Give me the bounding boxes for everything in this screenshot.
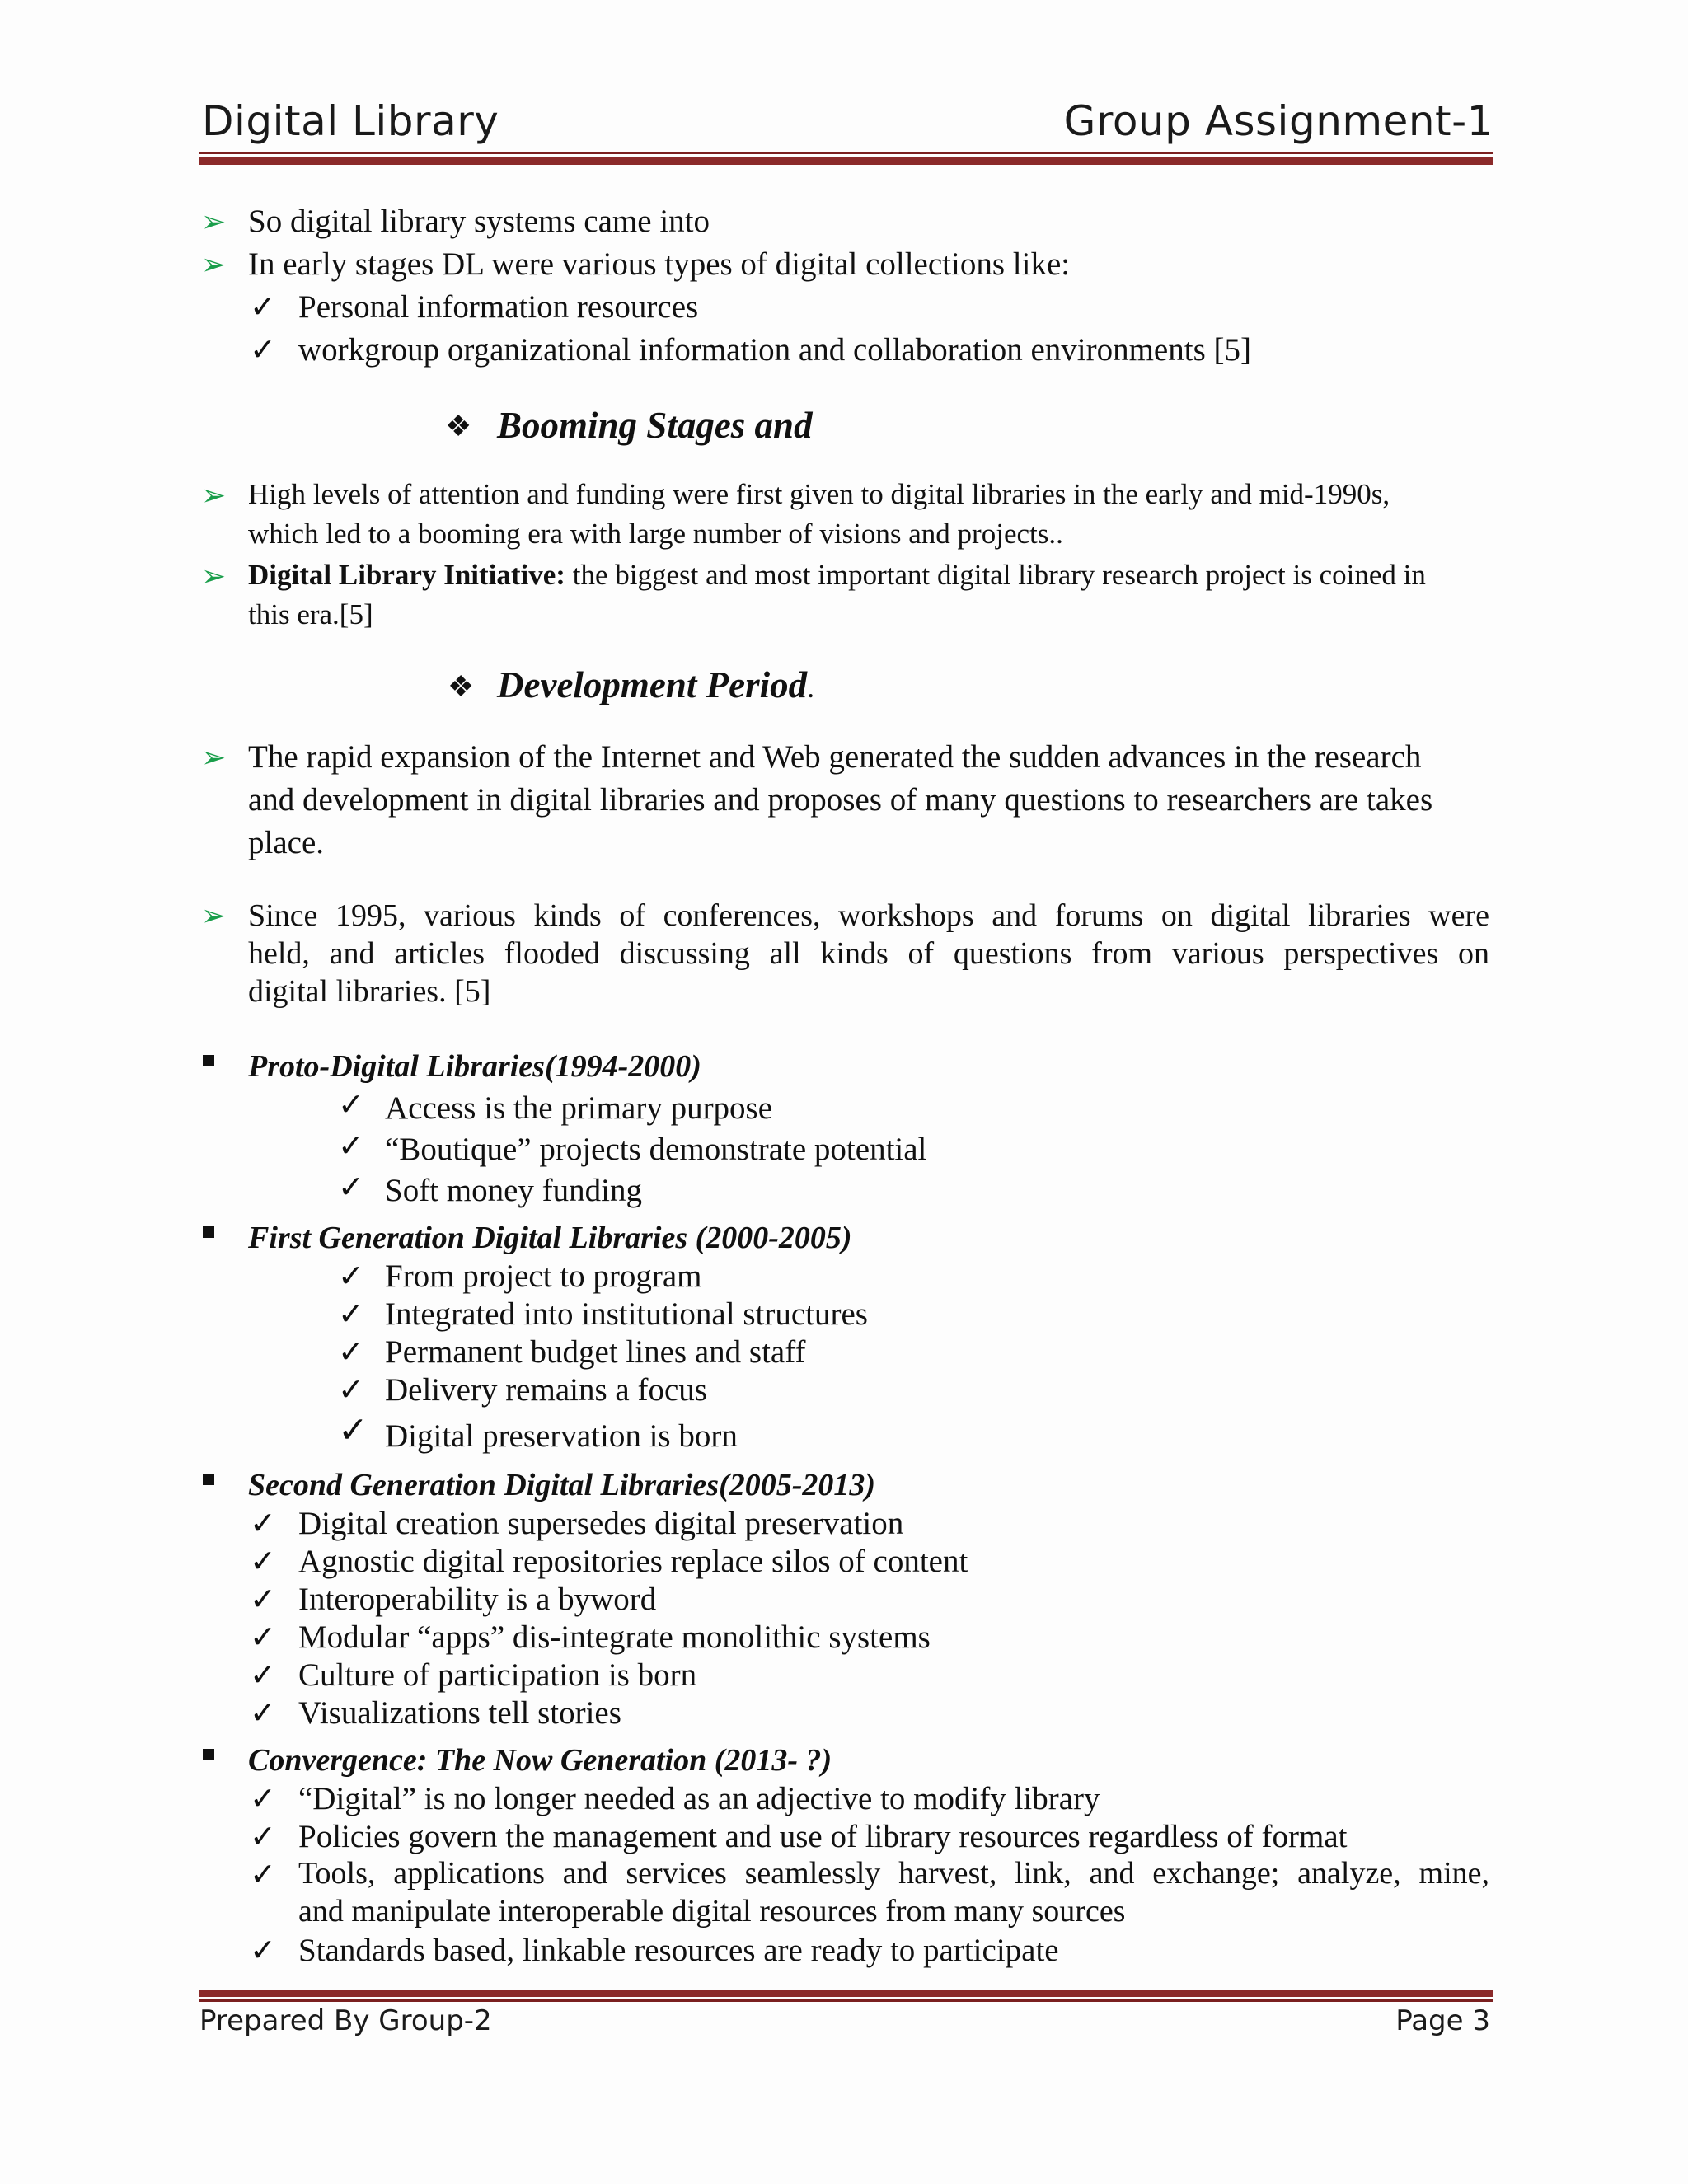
square-bullet-icon (203, 1474, 214, 1485)
checkmark-icon: ✓ (250, 333, 276, 368)
development-title-dot: . (807, 671, 815, 704)
square-bullet-icon (203, 1055, 214, 1066)
checkmark-icon: ✓ (250, 1820, 276, 1854)
first-item-5: Digital preservation is born (385, 1418, 738, 1454)
intro-check-1: Personal information resources (298, 289, 699, 325)
checkmark-icon: ✓ (250, 1544, 276, 1579)
header-assignment: Group Assignment-1 (1063, 97, 1493, 145)
intro-bullet-1: So digital library systems came into (248, 204, 710, 239)
checkmark-icon: ✓ (338, 1129, 364, 1164)
dli-term: Digital Library Initiative: (248, 559, 565, 591)
second-item-2: Agnostic digital repositories replace silos of content (298, 1544, 968, 1579)
checkmark-icon: ✓ (250, 1933, 276, 1968)
booming-para-1-line-2: which led to a booming era with large number of visions and projects.. (248, 518, 1063, 550)
checkmark-icon: ✓ (338, 1170, 364, 1205)
second-item-3: Interoperability is a byword (298, 1582, 657, 1617)
checkmark-icon: ✓ (338, 1410, 368, 1451)
footer-rule-thick (199, 1990, 1493, 1997)
proto-item-3: Soft money funding (385, 1173, 642, 1208)
footer-prepared-by: Prepared By Group-2 (199, 2004, 492, 2037)
booming-para-1-line-1: High levels of attention and funding were first given to digital libraries in the early and mid-1990s, (248, 478, 1390, 510)
arrow-bullet-icon: ➢ (201, 560, 227, 593)
section-heading-booming: Booming Stages and (497, 405, 813, 446)
checkmark-icon: ✓ (250, 1858, 276, 1892)
development-para-2-line-3: digital libraries. [5] (248, 974, 491, 1009)
checkmark-icon: ✓ (250, 1658, 276, 1693)
first-item-2: Integrated into institutional structures (385, 1296, 868, 1332)
checkmark-icon: ✓ (338, 1373, 364, 1408)
square-bullet-icon (203, 1226, 214, 1238)
arrow-bullet-icon: ➢ (201, 899, 227, 932)
checkmark-icon: ✓ (338, 1259, 364, 1294)
development-para-2 (248, 897, 1489, 1010)
proto-item-1: Access is the primary purpose (385, 1090, 773, 1126)
development-para-1-line-1: The rapid expansion of the Internet and Web generated the sudden advances in the research (248, 739, 1422, 775)
first-item-4: Delivery remains a focus (385, 1372, 707, 1408)
arrow-bullet-icon: ➢ (201, 248, 227, 281)
square-bullet-icon (203, 1749, 214, 1760)
checkmark-icon: ✓ (250, 1620, 276, 1655)
development-title: Development Period (497, 664, 808, 705)
dli-text: the biggest and most important digital library research project is coined in (565, 559, 1426, 591)
booming-para-2-line-2: this era.[5] (248, 598, 373, 630)
checkmark-icon: ✓ (250, 290, 276, 325)
footer-page-number: Page 3 (1395, 2004, 1490, 2037)
diamond-bullet-icon: ❖ (448, 670, 475, 703)
header-rule-thin (199, 152, 1493, 154)
second-gen-title: Second Generation Digital Libraries(2005-2013) (248, 1468, 876, 1502)
second-item-5: Culture of participation is born (298, 1657, 697, 1693)
intro-check-2: workgroup organizational information and collaboration environments [5] (298, 332, 1251, 368)
arrow-bullet-icon: ➢ (201, 479, 227, 512)
section-heading-development (497, 663, 814, 706)
second-item-6: Visualizations tell stories (298, 1695, 621, 1731)
checkmark-icon: ✓ (338, 1335, 364, 1370)
checkmark-icon: ✓ (250, 1782, 276, 1816)
convergence-item-1: “Digital” is no longer needed as an adjective to modify library (298, 1781, 1100, 1816)
proto-item-2: “Boutique” projects demonstrate potential (385, 1132, 927, 1167)
first-item-3: Permanent budget lines and staff (385, 1334, 806, 1370)
convergence-item-2: Policies govern the management and use of library resources regardless of format (298, 1819, 1348, 1854)
header-title: Digital Library (202, 97, 499, 145)
development-para-1-line-2: and development in digital libraries and proposes of many questions to researchers are takes (248, 782, 1433, 818)
development-para-2-line-2: held, and articles flooded discussing all kinds of questions from various perspectives on (248, 936, 1489, 971)
second-item-4: Modular “apps” dis-integrate monolithic systems (298, 1619, 931, 1655)
header-rule-thick (199, 157, 1493, 165)
development-para-2-line-1: Since 1995, various kinds of conferences, workshops and forums on digital libraries were (248, 898, 1489, 933)
second-item-1: Digital creation supersedes digital preservation (298, 1506, 904, 1541)
checkmark-icon: ✓ (338, 1088, 364, 1122)
intro-bullet-2: In early stages DL were various types of digital collections like: (248, 246, 1071, 282)
checkmark-icon: ✓ (250, 1582, 276, 1617)
footer-rule-thin (199, 1999, 1493, 2002)
checkmark-icon: ✓ (250, 1507, 276, 1541)
convergence-item-3-line-2: and manipulate interoperable digital resources from many sources (298, 1894, 1126, 1929)
checkmark-icon: ✓ (250, 1696, 276, 1731)
first-gen-title: First Generation Digital Libraries (2000-2005) (248, 1221, 852, 1255)
diamond-bullet-icon: ❖ (445, 410, 472, 443)
development-para-1-line-3: place. (248, 825, 325, 860)
first-item-1: From project to program (385, 1258, 702, 1294)
convergence-item-3 (298, 1854, 1489, 1930)
proto-title: Proto-Digital Libraries(1994-2000) (248, 1049, 701, 1084)
arrow-bullet-icon: ➢ (201, 205, 227, 238)
arrow-bullet-icon: ➢ (201, 741, 227, 774)
convergence-item-4: Standards based, linkable resources are ready to participate (298, 1933, 1059, 1968)
checkmark-icon: ✓ (338, 1297, 364, 1332)
convergence-item-3-line-1: Tools, applications and services seamlessly harvest, link, and exchange; analyze, mine, (298, 1856, 1489, 1891)
convergence-title: Convergence: The Now Generation (2013- ?) (248, 1743, 832, 1778)
booming-para-2-line-1 (248, 559, 1426, 592)
